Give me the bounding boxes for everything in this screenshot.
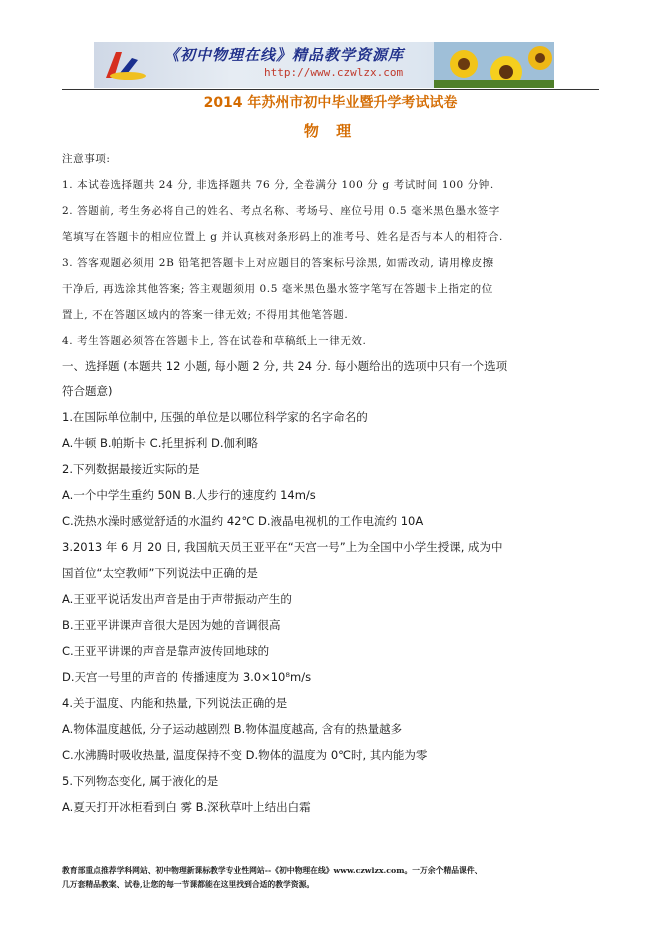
exam-title: 2014 年苏州市初中毕业暨升学考试试卷 (203, 95, 458, 111)
footer-line: 教育部重点推荐学科网站、初中物理新课标教学专业性网站--《初中物理在线》www.czwlzx.com。一万余个精品课件、 (62, 866, 483, 875)
note-line: 置上, 不在答题区域内的答案一律无效; 不得用其他笔答题. (62, 309, 349, 321)
note-line: 干净后, 再选涂其他答案; 答主观题须用 0.5 毫米黑色墨水签字笔写在答题卡上指定的位 (62, 283, 493, 295)
note-line: 3. 答客观题必须用 2B 铅笔把答题卡上对应题目的答案标号涂黑, 如需改动, 请用橡皮擦 (62, 257, 494, 269)
question-2-options: C.洗热水澡时感觉舒适的水温约 42℃ D.液晶电视机的工作电流约 10A (62, 514, 424, 528)
question-2: 2.下列数据最接近实际的是 (62, 462, 200, 476)
header-rule (62, 89, 599, 90)
note-line: 4. 考生答题必须答在答题卡上, 答在试卷和草稿纸上一律无效. (62, 335, 367, 347)
site-banner (94, 42, 554, 88)
question-3-option-b: B.王亚平讲课声音很大是因为她的音调很高 (62, 618, 281, 632)
section-heading: 一、选择题 (本题共 12 小题, 每小题 2 分, 共 24 分. 每小题给出的选项中只有一个选项 (62, 359, 508, 373)
banner-url-link[interactable]: http://www.czwlzx.com (264, 66, 404, 79)
question-1: 1.在国际单位制中, 压强的单位是以哪位科学家的名字命名的 (62, 410, 368, 424)
sunflower-decoration-icon (434, 42, 554, 88)
question-3-option-c: C.王亚平讲课的声音是靠声波传回地球的 (62, 644, 270, 658)
question-1-options: A.牛顿 B.帕斯卡 C.托里拆利 D.伽利略 (62, 436, 259, 450)
question-4-options: C.水沸腾时吸收热量, 温度保持不变 D.物体的温度为 0℃时, 其内能为零 (62, 748, 428, 762)
question-3-cont: 国首位“太空教师”下列说法中正确的是 (62, 566, 258, 580)
note-line: 1. 本试卷选择题共 24 分, 非选择题共 76 分, 全卷满分 100 分 g 考试时间 100 分钟. (62, 179, 494, 191)
exam-subject: 物 理 (303, 122, 358, 140)
footer-line: 几万套精品教案、试卷,让您的每一节课都能在这里找到合适的教学资源。 (62, 880, 315, 889)
question-4: 4.关于温度、内能和热量, 下列说法正确的是 (62, 696, 288, 710)
section-heading-cont: 符合题意) (62, 384, 113, 398)
banner-title: 《初中物理在线》精品教学资源库 (164, 46, 405, 64)
question-3-option-a: A.王亚平说话发出声音是由于声带振动产生的 (62, 592, 292, 606)
note-line: 笔填写在答题卡的相应位置上 g 并认真核对条形码上的准考号、姓名是否与本人的相符合. (62, 231, 503, 243)
question-3-option-d: D.天宫一号里的声音的 传播速度为 3.0×10⁸m/s (62, 670, 312, 684)
question-5: 5.下列物态变化, 属于液化的是 (62, 774, 219, 788)
note-line: 2. 答题前, 考生务必将自己的姓名、考点名称、考场号、座位号用 0.5 毫米黑色墨水签字 (62, 205, 500, 217)
site-logo-icon (102, 48, 148, 82)
question-5-options: A.夏天打开冰柜看到白 雾 B.深秋草叶上结出白霜 (62, 800, 311, 814)
question-3: 3.2013 年 6 月 20 日, 我国航天员王亚平在“天宫一号”上为全国中小学生授课, 成为中 (62, 540, 503, 554)
notes-heading: 注意事项: (62, 153, 111, 165)
question-4-options: A.物体温度越低, 分子运动越剧烈 B.物体温度越高, 含有的热量越多 (62, 722, 403, 736)
question-2-options: A.一个中学生重约 50N B.人步行的速度约 14m/s (62, 488, 316, 502)
page-footer (62, 864, 622, 892)
